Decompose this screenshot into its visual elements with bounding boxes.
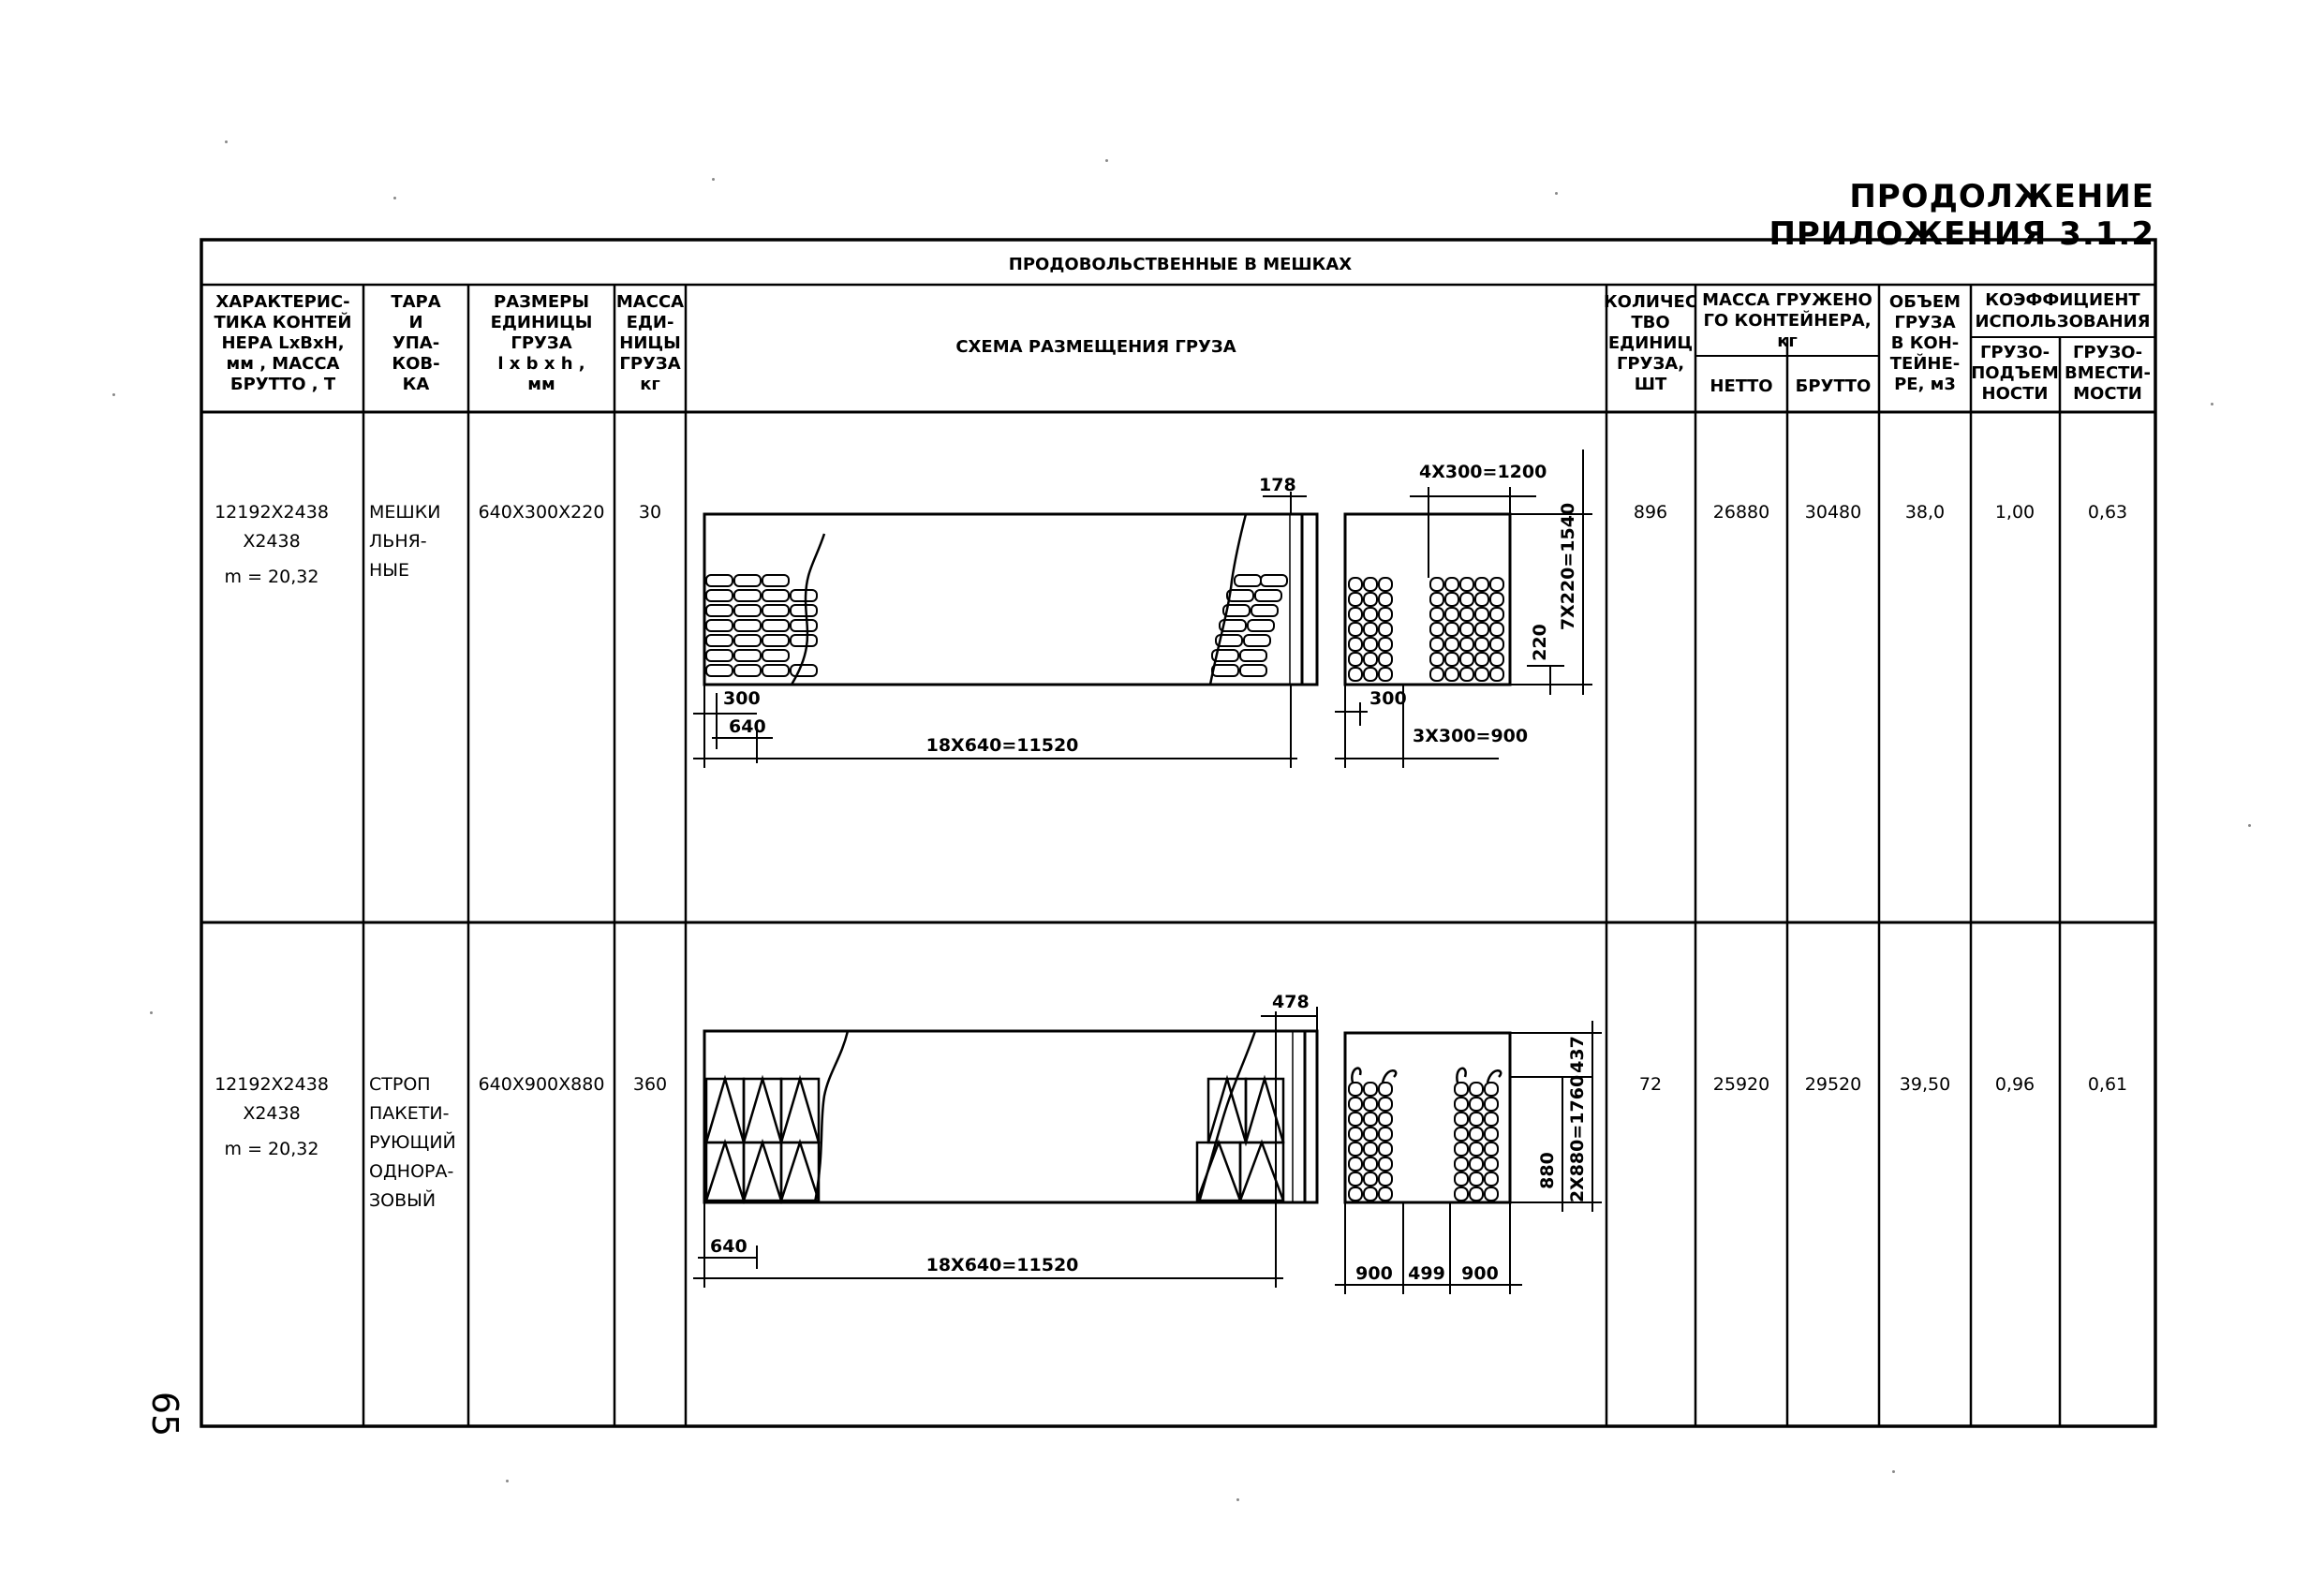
container-spec: m = 20,32 [224, 1139, 319, 1159]
dim-end-gap: 178 [1259, 475, 1296, 495]
header-container-line: БРУТТО , Т [229, 375, 336, 394]
dim-width-bottom: 3Х300=900 [1413, 726, 1529, 746]
bag-end-stack-right [1455, 1083, 1498, 1201]
table-row [215, 1074, 2127, 1211]
brutto: 30480 [1804, 502, 1862, 523]
header-unit-mass-line: НИЦЫ [619, 333, 681, 353]
header-unit-mass-line: ЕДИ- [626, 313, 674, 332]
table-title: ПРОДОВОЛЬСТВЕННЫЕ В МЕШКАХ [1008, 255, 1353, 274]
packaging-text: МЕШКИ [369, 502, 441, 523]
packaging-text: ПАКЕТИ- [369, 1103, 450, 1124]
bag-stack-left [706, 575, 817, 676]
print-speck [2248, 824, 2251, 827]
container-spec: 12192Х2438 [215, 1074, 329, 1095]
header-capacity-lift-line: ПОДЪЕМ [1971, 363, 2059, 383]
netto: 26880 [1712, 502, 1770, 523]
dim-gap: 499 [1408, 1263, 1445, 1284]
header-coefficient-line: КОЭФФИЦИЕНТ [1985, 290, 2140, 310]
coefficient-volume: 0,63 [2087, 502, 2128, 523]
dim-unit-b: 300 [723, 688, 761, 709]
dimension-lines-end [1335, 1021, 1602, 1294]
header-volume-line: ОБЪЕМ [1888, 292, 1961, 312]
dim-unit-l: 640 [729, 716, 766, 737]
dim-width-top: 4Х300=1200 [1419, 462, 1547, 482]
header-unit-size-line: РАЗМЕРЫ [494, 292, 589, 312]
print-speck [150, 1011, 153, 1014]
header-capacity-volume [2065, 343, 2151, 404]
header-unit-mass-line: ГРУЗА [619, 354, 681, 374]
netto: 25920 [1712, 1074, 1770, 1095]
header-capacity-lift-line: НОСТИ [1981, 384, 2049, 404]
dimension-lines-side [693, 1007, 1317, 1288]
page-number: 65 [144, 1391, 186, 1437]
coefficient-lift: 0,96 [1994, 1074, 2035, 1095]
header-packaging-line: КОВ- [392, 354, 440, 374]
quantity: 896 [1633, 502, 1668, 523]
print-speck [393, 197, 396, 199]
header-loaded-mass-line: ГО КОНТЕЙНЕРА, [1703, 311, 1872, 331]
page-heading: ПРОДОЛЖЕНИЕ ПРИЛОЖЕНИЯ 3.1.2 [1769, 178, 2154, 253]
header-loaded-mass [1702, 290, 1873, 351]
header-quantity-line: ШТ [1634, 375, 1667, 394]
packaging-text: РУЮЩИЙ [369, 1132, 456, 1153]
print-speck [2211, 403, 2213, 405]
header-quantity-line: ТВО [1631, 313, 1670, 332]
print-speck [506, 1480, 509, 1482]
container-side-view [704, 1031, 1317, 1202]
scheme-row-2 [693, 992, 1602, 1294]
header-capacity-volume-line: ГРУЗО- [2072, 343, 2143, 362]
header-packaging [391, 292, 440, 394]
header-scheme: СХЕМА РАЗМЕЩЕНИЯ ГРУЗА [955, 337, 1236, 357]
unit-size: 640Х900Х880 [478, 1074, 605, 1095]
header-quantity-line: ЕДИНИЦ [1607, 333, 1694, 353]
header-unit-mass-line: МАССА [615, 292, 685, 312]
bag-end-stack-left [1349, 1083, 1392, 1201]
header-container-line: мм , МАССА [226, 354, 340, 374]
header-unit-size [491, 292, 593, 394]
dim-height-total: 2Х880=1760 [1567, 1074, 1588, 1203]
header-brutto: БРУТТО [1795, 376, 1872, 396]
header-capacity-lift-line: ГРУЗО- [1979, 343, 2050, 362]
container-spec: Х2438 [243, 1103, 301, 1124]
packaging-text: НЫЕ [369, 560, 410, 581]
packaging-text: ЛЬНЯ- [369, 531, 427, 552]
dim-top-gap: 437 [1567, 1036, 1588, 1073]
coefficient-lift: 1,00 [1994, 502, 2035, 523]
header-unit-size-line: мм [527, 375, 555, 394]
package-stack-left [706, 1079, 819, 1201]
container-spec: m = 20,32 [224, 567, 319, 587]
package-stack-right [1197, 1079, 1283, 1201]
dim-length-total: 18Х640=11520 [925, 735, 1079, 756]
bag-end-stack-right [1430, 578, 1503, 681]
header-netto: НЕТТО [1710, 376, 1773, 396]
unit-mass: 360 [632, 1074, 668, 1095]
coefficient-volume: 0,61 [2087, 1074, 2128, 1095]
header-volume-line: В КОН- [1890, 333, 1960, 353]
dim-unit-h: 220 [1530, 624, 1550, 661]
header-quantity-line: КОЛИЧЕС [1603, 292, 1698, 312]
header-unit-mass-line: кг [640, 375, 660, 394]
dim-unit-h: 880 [1537, 1152, 1558, 1189]
header-quantity-line: ГРУЗА, [1616, 354, 1685, 374]
dim-w1: 900 [1355, 1263, 1393, 1284]
header-packaging-line: ТАРА [391, 292, 441, 312]
container-spec: 12192Х2438 [215, 502, 329, 523]
dim-w2: 900 [1461, 1263, 1499, 1284]
volume: 38,0 [1904, 502, 1946, 523]
container-spec: Х2438 [243, 531, 301, 552]
print-speck [1105, 159, 1108, 162]
header-packaging-line: И [408, 313, 423, 332]
header-capacity-volume-line: МОСТИ [2073, 384, 2142, 404]
packaging-text: СТРОП [369, 1074, 431, 1095]
header-coefficient-line: ИСПОЛЬЗОВАНИЯ [1975, 312, 2151, 332]
dim-unit-l: 640 [710, 1236, 748, 1257]
header-loaded-mass-line: МАССА ГРУЖЕНО [1702, 290, 1873, 310]
print-speck [712, 178, 715, 181]
packaging-text: ОДНОРА- [369, 1161, 454, 1182]
print-speck [112, 393, 115, 396]
header-container-line: ТИКА КОНТЕЙ [214, 313, 352, 332]
table-grid [201, 240, 2155, 1426]
dim-first-b: 300 [1369, 688, 1407, 709]
print-speck [1236, 1498, 1239, 1501]
header-packaging-line: КА [402, 375, 430, 394]
unit-mass: 30 [638, 502, 662, 523]
unit-size: 640Х300Х220 [478, 502, 605, 523]
header-loaded-mass-line: кг [1777, 332, 1798, 351]
break-line [792, 514, 1246, 685]
header-container-line: НЕРА LхВхН, [221, 333, 345, 353]
container-side-view [704, 514, 1317, 685]
dim-height-total: 7Х220=1540 [1558, 502, 1578, 631]
break-line [815, 1031, 1255, 1202]
print-speck [225, 140, 228, 143]
header-volume-line: ТЕЙНЕ- [1889, 354, 1961, 374]
header-unit-size-line: l x b x h , [497, 354, 585, 374]
header-unit-size-line: ЕДИНИЦЫ [490, 313, 593, 332]
header-quantity [1604, 292, 1697, 394]
header-unit-size-line: ГРУЗА [511, 333, 572, 353]
print-speck [1892, 1470, 1895, 1473]
scheme-row-1 [693, 450, 1592, 768]
bag-end-stack-left [1349, 578, 1392, 681]
header-volume [1889, 292, 1961, 394]
header-capacity-lift [1971, 343, 2059, 404]
header-coefficient [1975, 290, 2150, 332]
header-container [215, 292, 352, 394]
dim-end-gap: 478 [1272, 992, 1310, 1012]
header-container-line: ХАРАКТЕРИС- [215, 292, 350, 312]
packaging-text: ЗОВЫЙ [369, 1190, 437, 1211]
volume: 39,50 [1899, 1074, 1951, 1095]
brutto: 29520 [1804, 1074, 1862, 1095]
print-speck [1555, 192, 1558, 195]
quantity: 72 [1638, 1074, 1663, 1095]
header-packaging-line: УПА- [392, 333, 440, 353]
header-volume-line: ГРУЗА [1894, 313, 1956, 332]
dimension-lines-side [693, 492, 1307, 768]
header-volume-line: РЕ, м3 [1894, 375, 1956, 394]
strap-hooks [1352, 1069, 1501, 1083]
header-unit-mass [616, 292, 684, 394]
dim-length-total: 18Х640=11520 [925, 1255, 1079, 1275]
header-capacity-volume-line: ВМЕСТИ- [2065, 363, 2151, 383]
